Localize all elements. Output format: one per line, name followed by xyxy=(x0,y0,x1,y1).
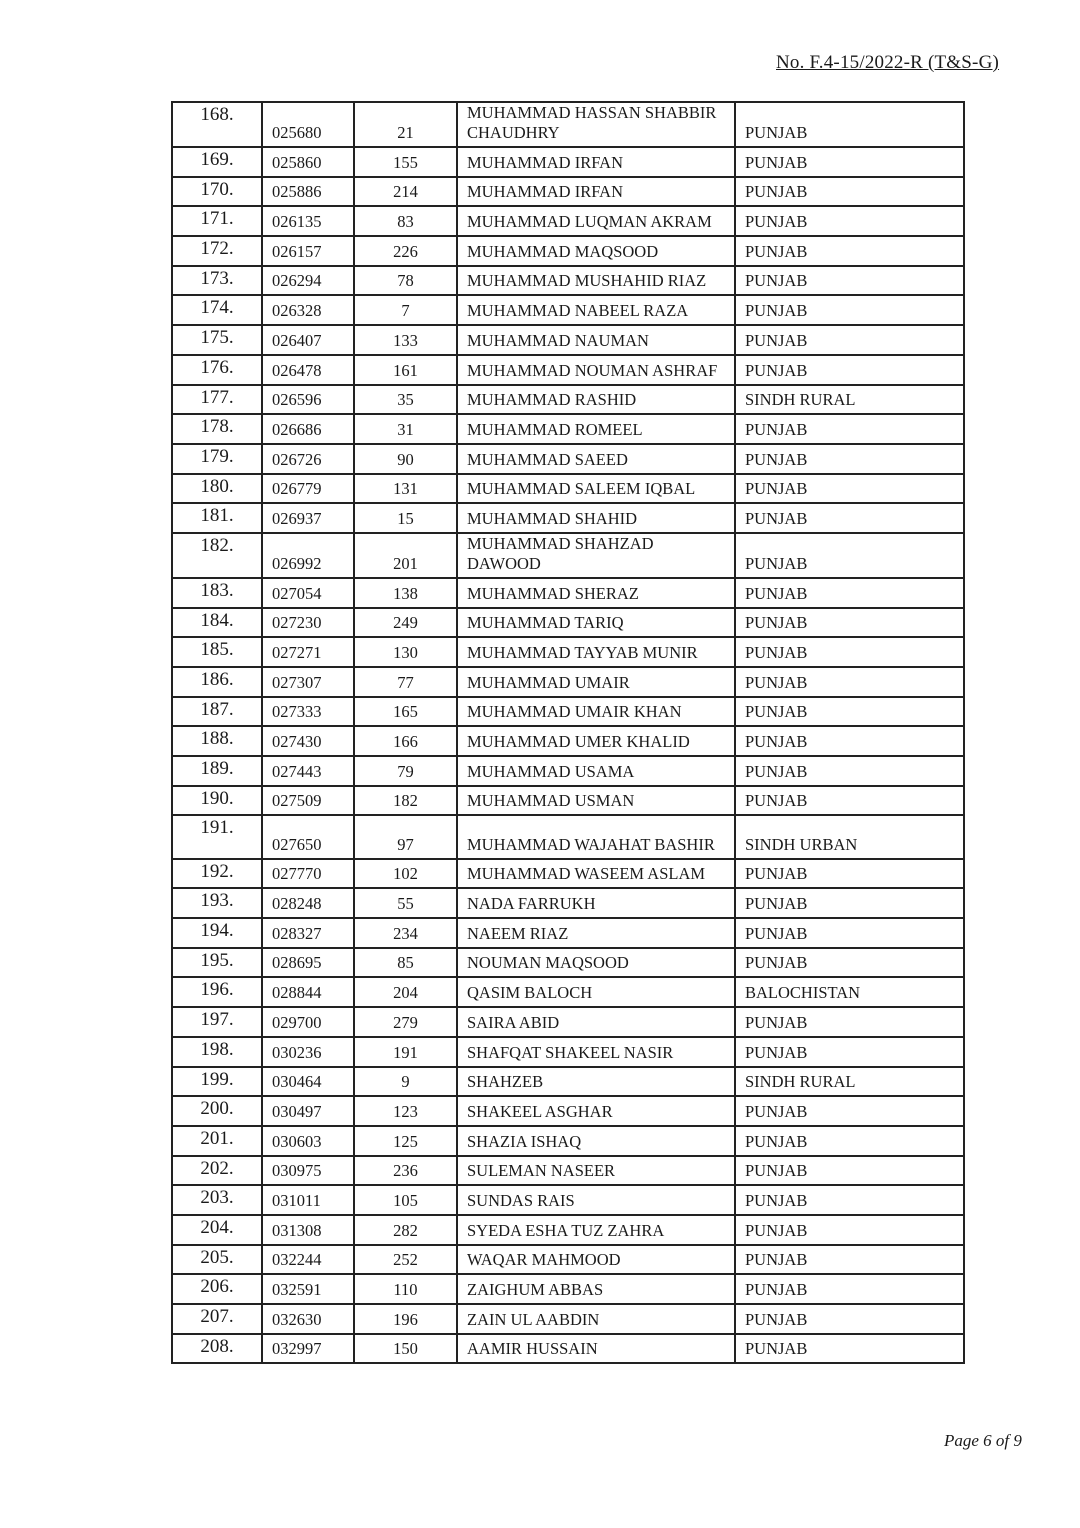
table-row xyxy=(172,177,964,207)
roll-number-cell: 029700 xyxy=(262,1007,354,1037)
roll-number-cell: 025886 xyxy=(262,177,354,207)
roll-number-cell: 026328 xyxy=(262,295,354,325)
merit-number-cell: 214 xyxy=(354,177,457,207)
serial-number-cell: 181. xyxy=(172,503,262,533)
roll-number-cell: 027333 xyxy=(262,697,354,727)
candidate-name-cell: SHAZIA ISHAQ xyxy=(457,1126,735,1156)
domicile-cell: PUNJAB xyxy=(735,444,964,474)
table-row xyxy=(172,1126,964,1156)
candidate-list-table xyxy=(171,101,965,1364)
table-row xyxy=(172,385,964,415)
table-row xyxy=(172,206,964,236)
merit-number-cell: 252 xyxy=(354,1245,457,1275)
table-row xyxy=(172,355,964,385)
candidate-name-cell: ZAIGHUM ABBAS xyxy=(457,1274,735,1304)
serial-number-cell: 200. xyxy=(172,1096,262,1126)
roll-number-cell: 031308 xyxy=(262,1215,354,1245)
candidate-name-cell: MUHAMMAD RASHID xyxy=(457,385,735,415)
domicile-cell: PUNJAB xyxy=(735,102,964,147)
table-row xyxy=(172,1096,964,1126)
table-row xyxy=(172,977,964,1007)
serial-number-cell: 176. xyxy=(172,355,262,385)
domicile-cell: BALOCHISTAN xyxy=(735,977,964,1007)
merit-number-cell: 15 xyxy=(354,503,457,533)
table-row xyxy=(172,637,964,667)
serial-number-cell: 191. xyxy=(172,815,262,858)
table-row xyxy=(172,414,964,444)
merit-number-cell: 249 xyxy=(354,608,457,638)
domicile-cell: PUNJAB xyxy=(735,1185,964,1215)
serial-number-cell: 196. xyxy=(172,977,262,1007)
candidate-name-cell: MUHAMMAD LUQMAN AKRAM xyxy=(457,206,735,236)
table-row xyxy=(172,1245,964,1275)
roll-number-cell: 032244 xyxy=(262,1245,354,1275)
domicile-cell: PUNJAB xyxy=(735,1037,964,1067)
domicile-cell: PUNJAB xyxy=(735,295,964,325)
candidate-name-cell: NAEEM RIAZ xyxy=(457,918,735,948)
serial-number-cell: 192. xyxy=(172,859,262,889)
serial-number-cell: 194. xyxy=(172,918,262,948)
table-row xyxy=(172,503,964,533)
merit-number-cell: 166 xyxy=(354,726,457,756)
roll-number-cell: 026157 xyxy=(262,236,354,266)
candidate-name-cell: ZAIN UL AABDIN xyxy=(457,1304,735,1334)
roll-number-cell: 031011 xyxy=(262,1185,354,1215)
merit-number-cell: 79 xyxy=(354,756,457,786)
roll-number-cell: 026135 xyxy=(262,206,354,236)
roll-number-cell: 027271 xyxy=(262,637,354,667)
domicile-cell: PUNJAB xyxy=(735,1334,964,1364)
serial-number-cell: 177. xyxy=(172,385,262,415)
merit-number-cell: 182 xyxy=(354,786,457,816)
merit-number-cell: 191 xyxy=(354,1037,457,1067)
roll-number-cell: 026686 xyxy=(262,414,354,444)
candidate-name-cell: SYEDA ESHA TUZ ZAHRA xyxy=(457,1215,735,1245)
domicile-cell: PUNJAB xyxy=(735,756,964,786)
table-row xyxy=(172,888,964,918)
merit-number-cell: 31 xyxy=(354,414,457,444)
serial-number-cell: 208. xyxy=(172,1334,262,1364)
candidate-name-cell: NOUMAN MAQSOOD xyxy=(457,948,735,978)
serial-number-cell: 204. xyxy=(172,1215,262,1245)
roll-number-cell: 025860 xyxy=(262,147,354,177)
domicile-cell: PUNJAB xyxy=(735,1007,964,1037)
candidate-name-cell: SHAHZEB xyxy=(457,1067,735,1097)
serial-number-cell: 183. xyxy=(172,578,262,608)
domicile-cell: PUNJAB xyxy=(735,1304,964,1334)
merit-number-cell: 90 xyxy=(354,444,457,474)
serial-number-cell: 174. xyxy=(172,295,262,325)
candidate-name-cell: MUHAMMAD SHAHZAD DAWOOD xyxy=(457,533,735,578)
domicile-cell: PUNJAB xyxy=(735,1096,964,1126)
table-row xyxy=(172,325,964,355)
candidate-name-cell: NADA FARRUKH xyxy=(457,888,735,918)
candidate-name-cell: MUHAMMAD WAJAHAT BASHIR xyxy=(457,815,735,858)
candidate-name-cell: MUHAMMAD UMAIR xyxy=(457,667,735,697)
domicile-cell: PUNJAB xyxy=(735,1245,964,1275)
domicile-cell: PUNJAB xyxy=(735,1126,964,1156)
roll-number-cell: 027443 xyxy=(262,756,354,786)
table-row xyxy=(172,608,964,638)
serial-number-cell: 198. xyxy=(172,1037,262,1067)
table-row xyxy=(172,1067,964,1097)
domicile-cell: PUNJAB xyxy=(735,147,964,177)
candidate-name-cell: MUHAMMAD NOUMAN ASHRAF xyxy=(457,355,735,385)
roll-number-cell: 025680 xyxy=(262,102,354,147)
merit-number-cell: 9 xyxy=(354,1067,457,1097)
candidate-name-cell: SUNDAS RAIS xyxy=(457,1185,735,1215)
table-row xyxy=(172,266,964,296)
serial-number-cell: 179. xyxy=(172,444,262,474)
domicile-cell: PUNJAB xyxy=(735,637,964,667)
domicile-cell: PUNJAB xyxy=(735,578,964,608)
domicile-cell: PUNJAB xyxy=(735,206,964,236)
table-row xyxy=(172,726,964,756)
merit-number-cell: 236 xyxy=(354,1156,457,1186)
candidate-name-cell: MUHAMMAD USMAN xyxy=(457,786,735,816)
serial-number-cell: 182. xyxy=(172,533,262,578)
table-row xyxy=(172,1037,964,1067)
candidate-name-cell: MUHAMMAD IRFAN xyxy=(457,147,735,177)
candidate-name-cell: MUHAMMAD HASSAN SHABBIR CHAUDHRY xyxy=(457,102,735,147)
serial-number-cell: 197. xyxy=(172,1007,262,1037)
candidate-name-cell: SHAFQAT SHAKEEL NASIR xyxy=(457,1037,735,1067)
candidate-name-cell: MUHAMMAD SALEEM IQBAL xyxy=(457,474,735,504)
roll-number-cell: 026596 xyxy=(262,385,354,415)
table-row xyxy=(172,815,964,858)
domicile-cell: PUNJAB xyxy=(735,667,964,697)
roll-number-cell: 026937 xyxy=(262,503,354,533)
table-row xyxy=(172,147,964,177)
merit-number-cell: 35 xyxy=(354,385,457,415)
serial-number-cell: 199. xyxy=(172,1067,262,1097)
merit-number-cell: 123 xyxy=(354,1096,457,1126)
table-row xyxy=(172,102,964,147)
roll-number-cell: 030236 xyxy=(262,1037,354,1067)
merit-number-cell: 138 xyxy=(354,578,457,608)
serial-number-cell: 206. xyxy=(172,1274,262,1304)
roll-number-cell: 032997 xyxy=(262,1334,354,1364)
table-row xyxy=(172,948,964,978)
serial-number-cell: 195. xyxy=(172,948,262,978)
domicile-cell: SINDH RURAL xyxy=(735,385,964,415)
roll-number-cell: 028695 xyxy=(262,948,354,978)
domicile-cell: PUNJAB xyxy=(735,859,964,889)
merit-number-cell: 21 xyxy=(354,102,457,147)
serial-number-cell: 168. xyxy=(172,102,262,147)
merit-number-cell: 204 xyxy=(354,977,457,1007)
merit-number-cell: 226 xyxy=(354,236,457,266)
serial-number-cell: 203. xyxy=(172,1185,262,1215)
roll-number-cell: 026726 xyxy=(262,444,354,474)
candidate-name-cell: QASIM BALOCH xyxy=(457,977,735,1007)
table-row xyxy=(172,1215,964,1245)
serial-number-cell: 207. xyxy=(172,1304,262,1334)
merit-number-cell: 97 xyxy=(354,815,457,858)
candidate-name-cell: SAIRA ABID xyxy=(457,1007,735,1037)
table-row xyxy=(172,786,964,816)
domicile-cell: PUNJAB xyxy=(735,918,964,948)
domicile-cell: PUNJAB xyxy=(735,355,964,385)
candidate-name-cell: MUHAMMAD UMER KHALID xyxy=(457,726,735,756)
roll-number-cell: 026992 xyxy=(262,533,354,578)
domicile-cell: PUNJAB xyxy=(735,697,964,727)
domicile-cell: PUNJAB xyxy=(735,888,964,918)
domicile-cell: PUNJAB xyxy=(735,266,964,296)
domicile-cell: PUNJAB xyxy=(735,1156,964,1186)
serial-number-cell: 193. xyxy=(172,888,262,918)
merit-number-cell: 279 xyxy=(354,1007,457,1037)
candidate-name-cell: MUHAMMAD USAMA xyxy=(457,756,735,786)
roll-number-cell: 027054 xyxy=(262,578,354,608)
serial-number-cell: 173. xyxy=(172,266,262,296)
merit-number-cell: 155 xyxy=(354,147,457,177)
serial-number-cell: 180. xyxy=(172,474,262,504)
candidate-name-cell: SHAKEEL ASGHAR xyxy=(457,1096,735,1126)
table-row xyxy=(172,918,964,948)
document-reference-number: No. F.4-15/2022-R (T&S-G) xyxy=(776,52,1000,73)
roll-number-cell: 032591 xyxy=(262,1274,354,1304)
roll-number-cell: 032630 xyxy=(262,1304,354,1334)
serial-number-cell: 175. xyxy=(172,325,262,355)
roll-number-cell: 027650 xyxy=(262,815,354,858)
serial-number-cell: 187. xyxy=(172,697,262,727)
domicile-cell: PUNJAB xyxy=(735,177,964,207)
roll-number-cell: 026294 xyxy=(262,266,354,296)
merit-number-cell: 83 xyxy=(354,206,457,236)
merit-number-cell: 282 xyxy=(354,1215,457,1245)
table-row xyxy=(172,578,964,608)
serial-number-cell: 186. xyxy=(172,667,262,697)
merit-number-cell: 85 xyxy=(354,948,457,978)
table-row xyxy=(172,444,964,474)
domicile-cell: PUNJAB xyxy=(735,1215,964,1245)
merit-number-cell: 150 xyxy=(354,1334,457,1364)
merit-number-cell: 102 xyxy=(354,859,457,889)
serial-number-cell: 190. xyxy=(172,786,262,816)
merit-number-cell: 234 xyxy=(354,918,457,948)
candidate-name-cell: SULEMAN NASEER xyxy=(457,1156,735,1186)
candidate-name-cell: MUHAMMAD ROMEEL xyxy=(457,414,735,444)
candidate-name-cell: AAMIR HUSSAIN xyxy=(457,1334,735,1364)
domicile-cell: SINDH URBAN xyxy=(735,815,964,858)
table-row xyxy=(172,236,964,266)
table-row xyxy=(172,1274,964,1304)
merit-number-cell: 105 xyxy=(354,1185,457,1215)
roll-number-cell: 027307 xyxy=(262,667,354,697)
table-row xyxy=(172,1156,964,1186)
roll-number-cell: 030603 xyxy=(262,1126,354,1156)
candidate-name-cell: MUHAMMAD SHERAZ xyxy=(457,578,735,608)
candidate-name-cell: MUHAMMAD MAQSOOD xyxy=(457,236,735,266)
merit-number-cell: 131 xyxy=(354,474,457,504)
roll-number-cell: 028844 xyxy=(262,977,354,1007)
candidate-name-cell: MUHAMMAD IRFAN xyxy=(457,177,735,207)
serial-number-cell: 184. xyxy=(172,608,262,638)
table-row xyxy=(172,533,964,578)
merit-number-cell: 55 xyxy=(354,888,457,918)
merit-number-cell: 133 xyxy=(354,325,457,355)
candidate-name-cell: MUHAMMAD SAEED xyxy=(457,444,735,474)
candidate-name-cell: WAQAR MAHMOOD xyxy=(457,1245,735,1275)
serial-number-cell: 172. xyxy=(172,236,262,266)
domicile-cell: PUNJAB xyxy=(735,608,964,638)
merit-number-cell: 125 xyxy=(354,1126,457,1156)
roll-number-cell: 030497 xyxy=(262,1096,354,1126)
domicile-cell: PUNJAB xyxy=(735,533,964,578)
serial-number-cell: 178. xyxy=(172,414,262,444)
table-row xyxy=(172,295,964,325)
domicile-cell: PUNJAB xyxy=(735,325,964,355)
serial-number-cell: 171. xyxy=(172,206,262,236)
domicile-cell: PUNJAB xyxy=(735,726,964,756)
candidate-list-body xyxy=(172,102,964,1363)
table-row xyxy=(172,697,964,727)
table-row xyxy=(172,1304,964,1334)
domicile-cell: PUNJAB xyxy=(735,474,964,504)
roll-number-cell: 028327 xyxy=(262,918,354,948)
roll-number-cell: 028248 xyxy=(262,888,354,918)
candidate-name-cell: MUHAMMAD TARIQ xyxy=(457,608,735,638)
serial-number-cell: 170. xyxy=(172,177,262,207)
merit-number-cell: 201 xyxy=(354,533,457,578)
candidate-name-cell: MUHAMMAD TAYYAB MUNIR xyxy=(457,637,735,667)
merit-number-cell: 161 xyxy=(354,355,457,385)
serial-number-cell: 188. xyxy=(172,726,262,756)
table-row xyxy=(172,667,964,697)
candidate-name-cell: MUHAMMAD SHAHID xyxy=(457,503,735,533)
roll-number-cell: 030975 xyxy=(262,1156,354,1186)
roll-number-cell: 026407 xyxy=(262,325,354,355)
domicile-cell: PUNJAB xyxy=(735,236,964,266)
domicile-cell: PUNJAB xyxy=(735,1274,964,1304)
serial-number-cell: 185. xyxy=(172,637,262,667)
domicile-cell: PUNJAB xyxy=(735,786,964,816)
roll-number-cell: 027770 xyxy=(262,859,354,889)
merit-number-cell: 165 xyxy=(354,697,457,727)
candidate-name-cell: MUHAMMAD WASEEM ASLAM xyxy=(457,859,735,889)
candidate-name-cell: MUHAMMAD UMAIR KHAN xyxy=(457,697,735,727)
roll-number-cell: 026779 xyxy=(262,474,354,504)
table-row xyxy=(172,1334,964,1364)
roll-number-cell: 027230 xyxy=(262,608,354,638)
domicile-cell: PUNJAB xyxy=(735,503,964,533)
roll-number-cell: 027509 xyxy=(262,786,354,816)
table-row xyxy=(172,1007,964,1037)
page-number: Page 6 of 9 xyxy=(944,1431,1022,1450)
merit-number-cell: 110 xyxy=(354,1274,457,1304)
candidate-name-cell: MUHAMMAD NABEEL RAZA xyxy=(457,295,735,325)
serial-number-cell: 202. xyxy=(172,1156,262,1186)
candidate-name-cell: MUHAMMAD NAUMAN xyxy=(457,325,735,355)
domicile-cell: PUNJAB xyxy=(735,414,964,444)
merit-number-cell: 130 xyxy=(354,637,457,667)
table-row xyxy=(172,756,964,786)
merit-number-cell: 78 xyxy=(354,266,457,296)
domicile-cell: PUNJAB xyxy=(735,948,964,978)
table-row xyxy=(172,474,964,504)
domicile-cell: SINDH RURAL xyxy=(735,1067,964,1097)
roll-number-cell: 026478 xyxy=(262,355,354,385)
serial-number-cell: 201. xyxy=(172,1126,262,1156)
roll-number-cell: 027430 xyxy=(262,726,354,756)
merit-number-cell: 7 xyxy=(354,295,457,325)
merit-number-cell: 77 xyxy=(354,667,457,697)
roll-number-cell: 030464 xyxy=(262,1067,354,1097)
serial-number-cell: 205. xyxy=(172,1245,262,1275)
serial-number-cell: 189. xyxy=(172,756,262,786)
merit-number-cell: 196 xyxy=(354,1304,457,1334)
serial-number-cell: 169. xyxy=(172,147,262,177)
table-row xyxy=(172,859,964,889)
table-row xyxy=(172,1185,964,1215)
candidate-name-cell: MUHAMMAD MUSHAHID RIAZ xyxy=(457,266,735,296)
